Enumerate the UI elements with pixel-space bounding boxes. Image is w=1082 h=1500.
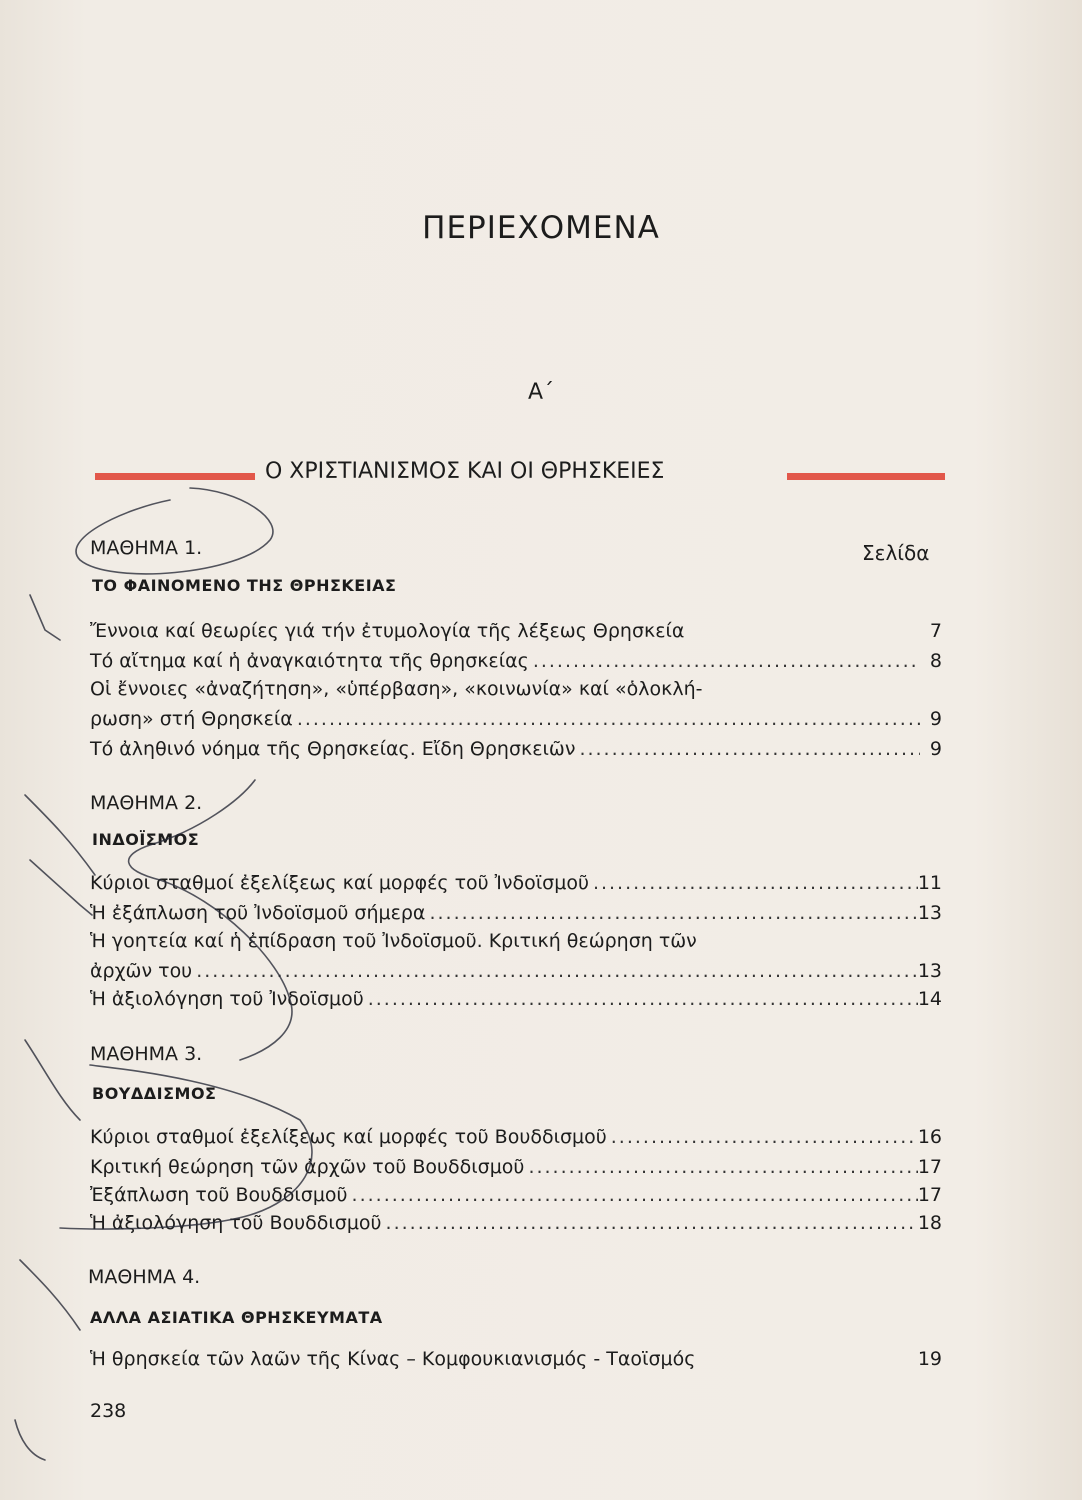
toc-entry[interactable] — [90, 1182, 942, 1208]
toc-entry-text: Τό ἀληθινό νόημα τῆς Θρησκείας. Εἴδη Θρησκειῶν — [90, 738, 576, 760]
toc-entry-text: Ἔννοια καί θεωρίες γιά τήν ἐτυμολογία τῆς λέξεως Θρησκεία — [90, 620, 685, 642]
section-title: Ο ΧΡΙΣΤΙΑΝΙΣΜΟΣ ΚΑΙ ΟΙ ΘΡΗΣΚΕΙΕΣ — [265, 459, 665, 484]
toc-entry[interactable] — [90, 648, 942, 674]
leader-dots — [382, 1210, 918, 1236]
toc-entry-page: 13 — [917, 960, 942, 982]
section-header — [95, 455, 945, 495]
toc-entry-text: Κριτική θεώρηση τῶν ἀρχῶν τοῦ Βουδδισμοῦ — [90, 1156, 525, 1178]
leader-dots — [348, 1182, 918, 1208]
lesson-3-title: ΒΟΥΔΔΙΣΜΟΣ — [92, 1084, 217, 1103]
pen-stroke-5 — [20, 1260, 80, 1330]
toc-entry[interactable] — [90, 618, 942, 644]
page-column-label: Σελίδα — [862, 541, 930, 565]
toc-entry-text: Ἡ ἐξάπλωση τοῦ Ἰνδοϊσμοῦ σήμερα — [90, 902, 426, 924]
leader-dots — [529, 648, 920, 674]
toc-entry[interactable] — [90, 986, 942, 1012]
leader-dots — [575, 736, 920, 762]
pen-stroke-2 — [25, 795, 95, 875]
toc-entry-page: 7 — [929, 620, 942, 642]
part-label: Α΄ — [527, 380, 555, 405]
lesson-1-title: ΤΟ ΦΑΙΝΟΜΕΝΟ ΤΗΣ ΘΡΗΣΚΕΙΑΣ — [92, 576, 397, 595]
toc-entry-page: 9 — [929, 738, 942, 760]
toc-entry-text: Κύριοι σταθμοί ἐξελίξεως καί μορφές τοῦ Βουδδισμοῦ — [90, 1126, 607, 1148]
leader-dots — [589, 870, 918, 896]
toc-entry-page: 19 — [917, 1348, 942, 1370]
toc-entry[interactable] — [90, 870, 942, 896]
toc-entry-page: 18 — [917, 1212, 942, 1234]
toc-entry-text: ρωση» στή Θρησκεία — [90, 708, 293, 730]
red-rule-right — [787, 473, 945, 480]
toc-entry[interactable] — [90, 1124, 942, 1150]
pen-stroke-3 — [30, 860, 92, 915]
toc-entry-page: 17 — [917, 1156, 942, 1178]
toc-entry-text: Ἡ ἀξιολόγηση τοῦ Βουδδισμοῦ — [90, 1212, 382, 1234]
toc-entry-text: Ἐξάπλωση τοῦ Βουδδισμοῦ — [90, 1184, 348, 1206]
lesson-2-label: ΜΑΘΗΜΑ 2. — [90, 792, 203, 814]
red-rule-left — [95, 473, 255, 480]
toc-entry-page: 14 — [917, 988, 942, 1010]
leader-dots — [192, 958, 918, 984]
toc-entry[interactable] — [90, 958, 942, 984]
leader-dots — [607, 1124, 918, 1150]
leader-dots — [364, 986, 918, 1012]
lesson-1-label: ΜΑΘΗΜΑ 1. — [90, 537, 203, 559]
lesson-4-title: ΑΛΛΑ ΑΣΙΑΤΙΚΑ ΘΡΗΣΚΕΥΜΑΤΑ — [90, 1308, 383, 1327]
lesson-2-title: ΙΝΔΟΪΣΜΟΣ — [92, 830, 200, 849]
toc-entry[interactable] — [90, 1346, 942, 1372]
toc-entry[interactable] — [90, 900, 942, 926]
pen-loop-1 — [76, 488, 273, 574]
toc-entry-text: Ἡ γοητεία καί ἡ ἐπίδραση τοῦ Ἰνδοϊσμοῦ. Κριτική θεώρηση τῶν — [90, 930, 697, 952]
pen-stroke-4 — [25, 1040, 80, 1120]
toc-entry-text: Ἡ ἀξιολόγηση τοῦ Ἰνδοϊσμοῦ — [90, 988, 364, 1010]
toc-entry[interactable] — [90, 706, 942, 732]
leader-dots — [425, 900, 917, 926]
toc-entry-page: 11 — [917, 872, 942, 894]
toc-entry[interactable] — [90, 736, 942, 762]
page-title: ΠΕΡΙΕΧΟΜΕΝΑ — [422, 210, 660, 246]
toc-entry-text: Ἡ θρησκεία τῶν λαῶν τῆς Κίνας – Κομφουκιανισμός - Ταοϊσμός — [90, 1348, 696, 1370]
pen-stroke-6 — [15, 1420, 45, 1460]
leader-dots — [293, 706, 920, 732]
toc-entry-text: Τό αἴτημα καί ἡ ἀναγκαιότητα τῆς θρησκείας — [90, 650, 529, 672]
toc-entry-page: 13 — [917, 902, 942, 924]
toc-entry-page: 9 — [929, 708, 942, 730]
lesson-3-label: ΜΑΘΗΜΑ 3. — [90, 1043, 203, 1065]
toc-entry[interactable] — [90, 1210, 942, 1236]
pen-stroke-1 — [30, 595, 60, 640]
toc-entry-text: Κύριοι σταθμοί ἐξελίξεως καί μορφές τοῦ Ἰνδοϊσμοῦ — [90, 872, 589, 894]
lesson-4-label: ΜΑΘΗΜΑ 4. — [88, 1266, 201, 1288]
toc-entry-page: 8 — [929, 650, 942, 672]
leader-dots — [524, 1154, 917, 1180]
toc-entry[interactable] — [90, 1154, 942, 1180]
toc-entry-text: ἀρχῶν του — [90, 960, 193, 982]
page-number: 238 — [90, 1400, 127, 1422]
toc-entry-page: 16 — [917, 1126, 942, 1148]
toc-entry-text: Οἱ ἔννοιες «ἀναζήτηση», «ὑπέρβαση», «κοινωνία» καί «ὁλοκλή- — [90, 678, 703, 700]
toc-entry-page: 17 — [917, 1184, 942, 1206]
